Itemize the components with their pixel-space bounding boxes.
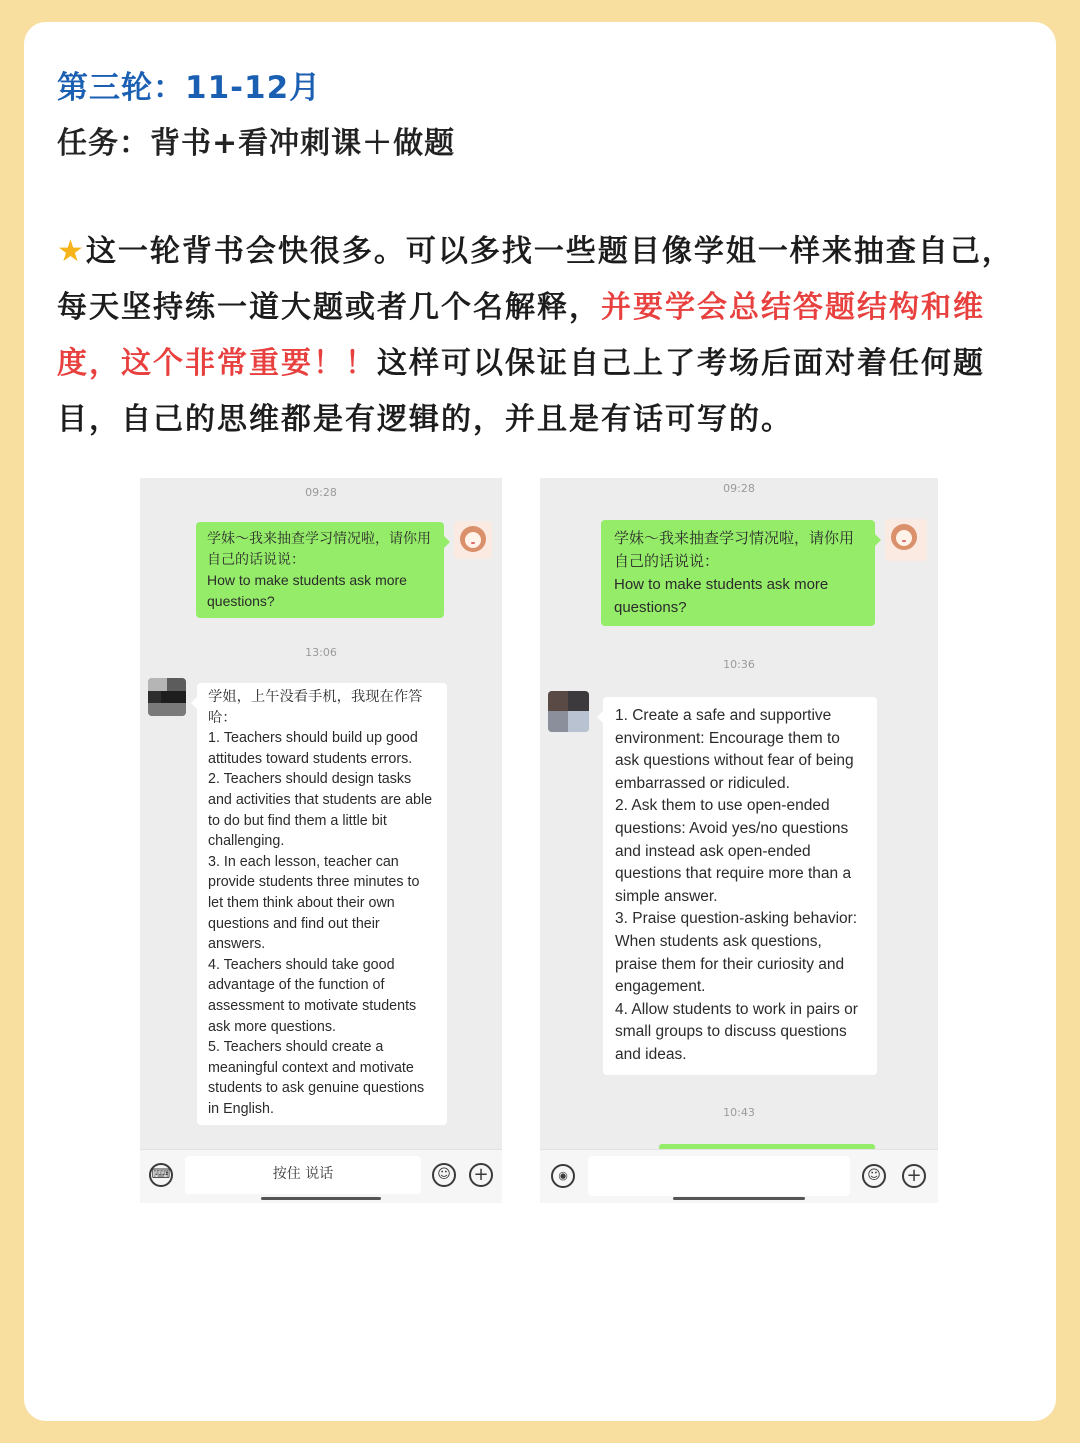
receiver-avatar[interactable] xyxy=(148,678,186,716)
chat-timestamp: 09:28 xyxy=(723,482,755,495)
receiver-avatar[interactable] xyxy=(548,691,589,732)
answer-bubble: 1. Create a safe and supportive environment: Encourage them to ask questions without fear of being embarrassed or ridiculed. 2. Ask them to use open-ended questions: Avoid yes/no questions and instead ask open-ended questions that require more than a simple answer. 3. Praise question-asking behavior: When students ask questions, praise them for their curiosity and engagement. 4. Allow students to work in pairs or small groups to discuss questions and ideas. xyxy=(603,697,877,1075)
question-bubble: 学妹～我来抽查学习情况啦，请你用自己的话说说： How to make students ask more questions? xyxy=(601,520,875,626)
message-input[interactable] xyxy=(588,1156,850,1196)
sender-avatar[interactable] xyxy=(454,521,492,559)
chat-screenshot-left xyxy=(140,478,502,1203)
emoji-icon[interactable]: ☺ xyxy=(432,1163,456,1187)
answer-bubble: 学姐，上午没看手机，我现在作答哈： 1. Teachers should build up good attitudes toward students errors. 2. Teachers should design tasks and activities that students are able to do but find them a little bit challenging. 3. In each lesson, teacher can provide students three minutes to let them think about their own questions and find out their answers. 4. Teachers should take good advantage of the function of assessment to motivate students ask more questions. 5. Teachers should create a meaningful context and motivate students to ask genuine questions in English. xyxy=(197,683,447,1125)
sender-avatar[interactable] xyxy=(885,519,927,561)
home-indicator xyxy=(261,1197,381,1200)
task-line: 任务：背书+看冲刺课＋做题 xyxy=(57,126,456,161)
voice-icon[interactable]: ◉ xyxy=(551,1164,575,1188)
paragraph-text-1: 这一轮背书会快很多。可以多找一些题目像学姐一样来抽查自己，每天坚持练一道大题或者几个名解释， xyxy=(57,234,1014,325)
chat-screenshot-right xyxy=(540,478,938,1203)
home-indicator xyxy=(673,1197,805,1200)
paragraph-highlight: 并要学会总结答题结构和维度，这个非常重要！！ xyxy=(57,290,985,381)
chat-input-bar xyxy=(540,1149,938,1203)
body-paragraph xyxy=(57,224,1032,448)
plus-icon[interactable]: + xyxy=(902,1164,926,1188)
chat-timestamp: 09:28 xyxy=(305,486,337,499)
chat-timestamp: 10:43 xyxy=(723,1106,755,1119)
page-title: 第三轮：11-12月 xyxy=(57,70,322,106)
star-icon: ★ xyxy=(57,234,86,269)
keyboard-icon[interactable]: ⌨ xyxy=(149,1163,173,1187)
emoji-icon[interactable]: ☺ xyxy=(862,1164,886,1188)
hold-to-talk-button[interactable]: 按住 说话 xyxy=(185,1156,421,1194)
plus-icon[interactable]: + xyxy=(469,1163,493,1187)
chat-input-bar xyxy=(140,1149,502,1203)
chat-timestamp: 10:36 xyxy=(723,658,755,671)
paragraph-text-2: 这样可以保证自己上了考场后面对着任何题目，自己的思维都是有逻辑的，并且是有话可写的。 xyxy=(57,346,985,437)
chat-timestamp: 13:06 xyxy=(305,646,337,659)
question-bubble: 学妹～我来抽查学习情况啦，请你用自己的话说说： How to make students ask more questions? xyxy=(196,522,444,618)
